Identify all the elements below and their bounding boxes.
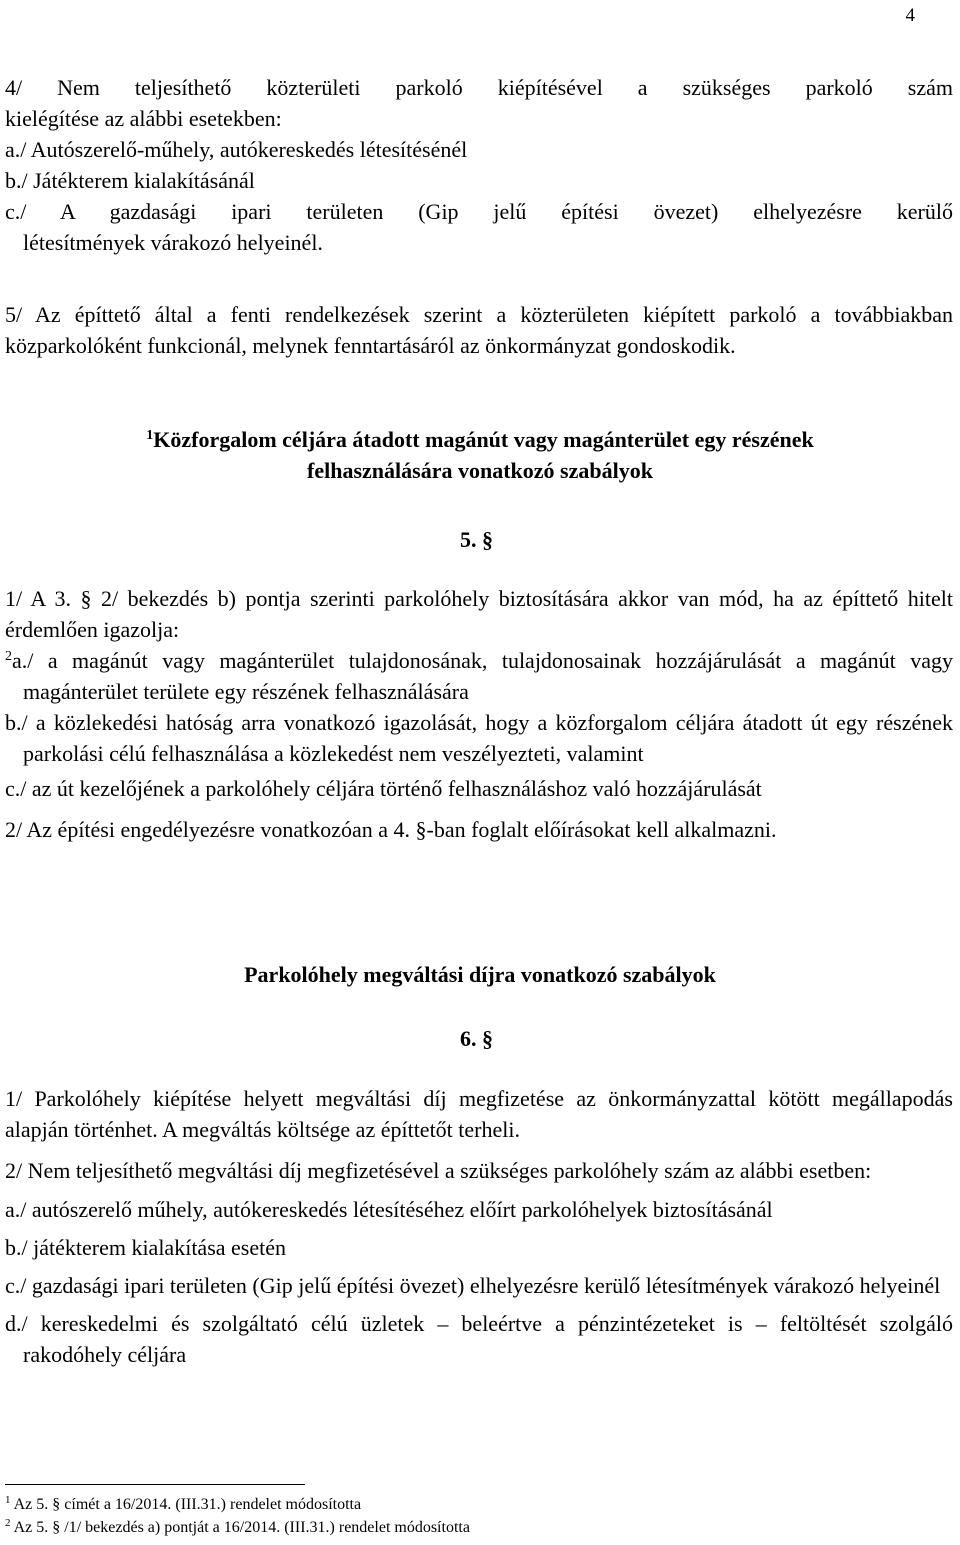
paragraph-line: kielégítése az alábbi esetekben: <box>5 106 282 131</box>
list-item: $^2$a./ a magánút vagy magánterület tulajdonosának, tulajdonosainak hozzájárulását a magánút vagy magánterület területe egy részének felhasználására <box>5 648 953 704</box>
list-item: a./ autószerelő műhely, autókereskedés létesítéséhez előírt parkolóhelyek biztosításánál <box>5 1197 773 1222</box>
footnote <box>5 1517 470 1539</box>
section-number: 6. § <box>460 1026 493 1051</box>
footnote-number: 2 <box>5 1517 11 1529</box>
list-item: d./ kereskedelmi és szolgáltató célú üzletek – beleértve a pénzintézeteket is – feltöltését szolgáló rakodóhely céljára <box>5 1311 953 1367</box>
list-item: c./ A gazdasági ipari területen (Gip jelű építési övezet) elhelyezésre kerülő <box>5 199 953 224</box>
section-4-paragraph-4 <box>5 72 953 258</box>
list-item-continuation: létesítmények várakozó helyeinél. <box>23 230 323 255</box>
paragraph: 2/ Az építési engedélyezésre vonatkozóan a 4. §-ban foglalt előírásokat kell alkalmazni. <box>5 817 777 842</box>
list-item: b./ Játékterem kialakításánál <box>5 168 255 193</box>
list-item: b./ a közlekedési hatóság arra vonatkozó igazolását, hogy a közforgalom céljára átadott út egy részének parkolási célú felhasználása a közlekedést nem veszélyezteti, valamint <box>5 710 953 766</box>
footnote-number: 1 <box>5 1494 11 1506</box>
footnote-text: Az 5. § címét a 16/2014. (III.31.) rendelet módosította <box>13 1496 362 1513</box>
section-5-body <box>5 583 953 845</box>
section-6-body <box>5 1083 953 1370</box>
list-item: c./ az út kezelőjének a parkolóhely céljára történő felhasználáshoz való hozzájárulását <box>5 776 762 801</box>
footnote-ref: 2 <box>5 649 12 664</box>
section-number: 5. § <box>460 527 493 552</box>
paragraph: 1/ Parkolóhely kiépítése helyett megváltási díj megfizetése az önkormányzattal kötött megállapodás alapján történhet. A megváltás költsége az építtetőt terheli. <box>5 1086 953 1142</box>
list-item: c./ gazdasági ipari területen (Gip jelű építési övezet) elhelyezésre kerülő létesítmények várakozó helyeinél <box>5 1273 941 1298</box>
paragraph-line: 4/ Nem teljesíthető közterületi parkoló kiépítésével a szükséges parkoló szám <box>5 75 953 100</box>
page-number: 4 <box>905 5 915 26</box>
list-item: b./ játékterem kialakítása esetén <box>5 1235 286 1260</box>
paragraph: 1/ A 3. § 2/ bekezdés b) pontja szerinti parkolóhely biztosítására akkor van mód, ha az építtető hitelt érdemlően igazolja: <box>5 586 953 642</box>
section-heading <box>0 424 960 486</box>
list-item: a./ Autószerelő-műhely, autókereskedés létesítésénél <box>5 137 468 162</box>
footnote-divider <box>5 1484 305 1485</box>
footnote-ref: 1 <box>146 428 154 443</box>
footnote-text: Az 5. § /1/ bekezdés a) pontját a 16/2014. (III.31.) rendelet módosította <box>13 1519 470 1536</box>
section-heading: Parkolóhely megváltási díjra vonatkozó szabályok <box>244 962 716 987</box>
paragraph: 2/ Nem teljesíthető megváltási díj megfizetésével a szükséges parkolóhely szám az alábbi esetben: <box>5 1158 872 1183</box>
footnote <box>5 1494 361 1516</box>
heading-line: Közforgalom céljára átadott magánút vagy magánterület egy részének <box>153 427 814 452</box>
heading-line: felhasználására vonatkozó szabályok <box>307 458 653 483</box>
section-4-paragraph-5: 5/ Az építtető által a fenti rendelkezések szerint a közterületen kiépített parkoló a továbbiakban közparkolóként funkcionál, melynek fenntartásáról az önkormányzat gondoskodik. <box>5 302 953 358</box>
